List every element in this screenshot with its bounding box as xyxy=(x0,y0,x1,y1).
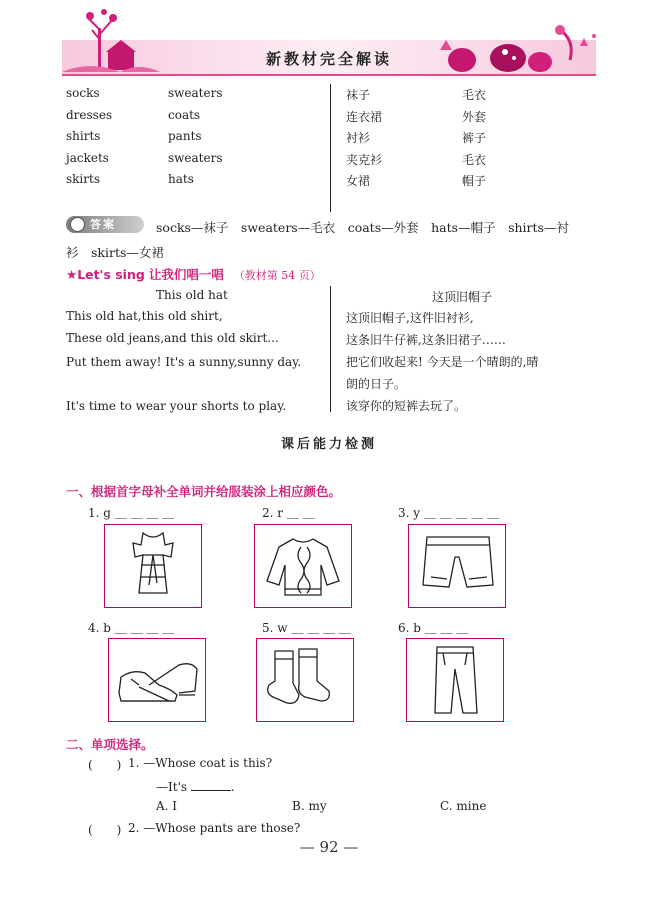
picture-box-2[interactable] xyxy=(254,524,352,608)
page-number: — 92 — xyxy=(299,838,359,856)
word-item: sweaters xyxy=(168,151,223,165)
dress-icon xyxy=(105,525,201,607)
sweater-icon xyxy=(255,525,351,607)
song-title-en: This old hat xyxy=(156,288,228,302)
header-decoration xyxy=(0,0,658,82)
song-line-cn: 这顶旧帽子,这件旧衬衫, xyxy=(346,311,474,325)
header-title: 新教材完全解读 xyxy=(265,50,392,68)
answer-line-2: 衫 skirts—女裙 xyxy=(66,245,164,260)
question-4-label: 4. b ＿ ＿ ＿ ＿ xyxy=(88,621,175,635)
word-item: socks xyxy=(66,86,100,100)
q1-reply-suffix: . xyxy=(230,780,235,794)
q2-text: 2. —Whose pants are those? xyxy=(128,821,301,835)
song-line-cn: 这条旧牛仔裤,这条旧裙子…… xyxy=(346,333,506,347)
q1-text: 1. —Whose coat is this? xyxy=(128,756,273,770)
word-item: pants xyxy=(168,129,202,143)
picture-box-1[interactable] xyxy=(104,524,202,608)
word-item: coats xyxy=(168,108,201,122)
question-3-label: 3. y ＿ ＿ ＿ ＿ ＿ xyxy=(398,506,500,520)
q2-answer-paren[interactable]: ( ) xyxy=(88,823,122,837)
song-line-cn: 朗的日子。 xyxy=(346,377,407,391)
picture-box-5[interactable] xyxy=(256,638,354,722)
q1-option-a[interactable]: A. I xyxy=(156,799,178,813)
song-heading xyxy=(66,265,321,283)
shoes-icon xyxy=(109,639,205,721)
question-6-label: 6. b ＿ ＿ ＿ xyxy=(398,621,469,635)
song-heading-ref: （教材第 54 页） xyxy=(233,269,321,282)
word-item: 毛衣 xyxy=(462,153,487,167)
q1-option-c[interactable]: C. mine xyxy=(440,799,487,813)
page-header-banner xyxy=(0,0,658,82)
word-item: 毛衣 xyxy=(462,88,487,102)
word-item: 袜子 xyxy=(346,88,371,102)
song-heading-cn: 让我们唱一唱 xyxy=(148,267,224,282)
part1-title: 一、根据首字母补全单词并给服装涂上相应颜色。 xyxy=(66,484,342,499)
answer-line-1: socks—袜子 sweaters—毛衣 coats—外套 hats—帽子 shirts—衬 xyxy=(156,220,569,235)
question-5-label: 5. w ＿ ＿ ＿ ＿ xyxy=(262,621,351,635)
column-divider xyxy=(330,84,331,212)
word-item: jackets xyxy=(66,151,109,165)
answer-badge-label: 答案 xyxy=(90,218,116,231)
word-item: skirts xyxy=(66,172,100,186)
word-item: 帽子 xyxy=(462,174,487,188)
word-item: hats xyxy=(168,172,194,186)
song-line-en: This old hat,this old shirt, xyxy=(66,309,223,323)
picture-box-4[interactable] xyxy=(108,638,206,722)
song-column-divider xyxy=(330,286,331,412)
word-item: 连衣裙 xyxy=(346,110,383,124)
q1-reply xyxy=(156,778,235,794)
picture-box-6[interactable] xyxy=(406,638,504,722)
word-item: 衬衫 xyxy=(346,131,371,145)
song-line-cn: 把它们收起来! 今天是一个晴朗的,晴 xyxy=(346,355,539,369)
question-2-label: 2. r ＿ ＿ xyxy=(262,506,315,520)
pants-icon xyxy=(407,639,503,721)
song-line-cn: 该穿你的短裤去玩了。 xyxy=(346,399,467,413)
q1-option-b[interactable]: B. my xyxy=(292,799,327,813)
socks-icon xyxy=(257,639,353,721)
song-title-cn: 这顶旧帽子 xyxy=(432,290,493,304)
picture-box-3[interactable] xyxy=(408,524,506,608)
word-item: 裤子 xyxy=(462,131,487,145)
song-heading-prefix: ★Let's sing xyxy=(66,267,145,282)
answer-badge xyxy=(66,216,144,233)
word-item: 夹克衫 xyxy=(346,153,383,167)
word-item: 女裙 xyxy=(346,174,371,188)
face-icon xyxy=(70,217,85,232)
section-heading: 课后能力检测 xyxy=(280,437,377,452)
part2-title: 二、单项选择。 xyxy=(66,737,154,752)
q1-blank[interactable] xyxy=(191,778,231,791)
word-item: sweaters xyxy=(168,86,223,100)
q1-reply-prefix: —It's xyxy=(156,780,188,794)
word-item: shirts xyxy=(66,129,101,143)
shorts-icon xyxy=(409,525,505,607)
word-item: dresses xyxy=(66,108,113,122)
song-line-en: It's time to wear your shorts to play. xyxy=(66,399,287,413)
song-line-en: Put them away! It's a sunny,sunny day. xyxy=(66,355,302,369)
song-line-en: These old jeans,and this old skirt... xyxy=(66,331,279,345)
q1-answer-paren[interactable]: ( ) xyxy=(88,758,122,772)
word-item: 外套 xyxy=(462,110,487,124)
question-1-label: 1. g ＿ ＿ ＿ ＿ xyxy=(88,506,175,520)
